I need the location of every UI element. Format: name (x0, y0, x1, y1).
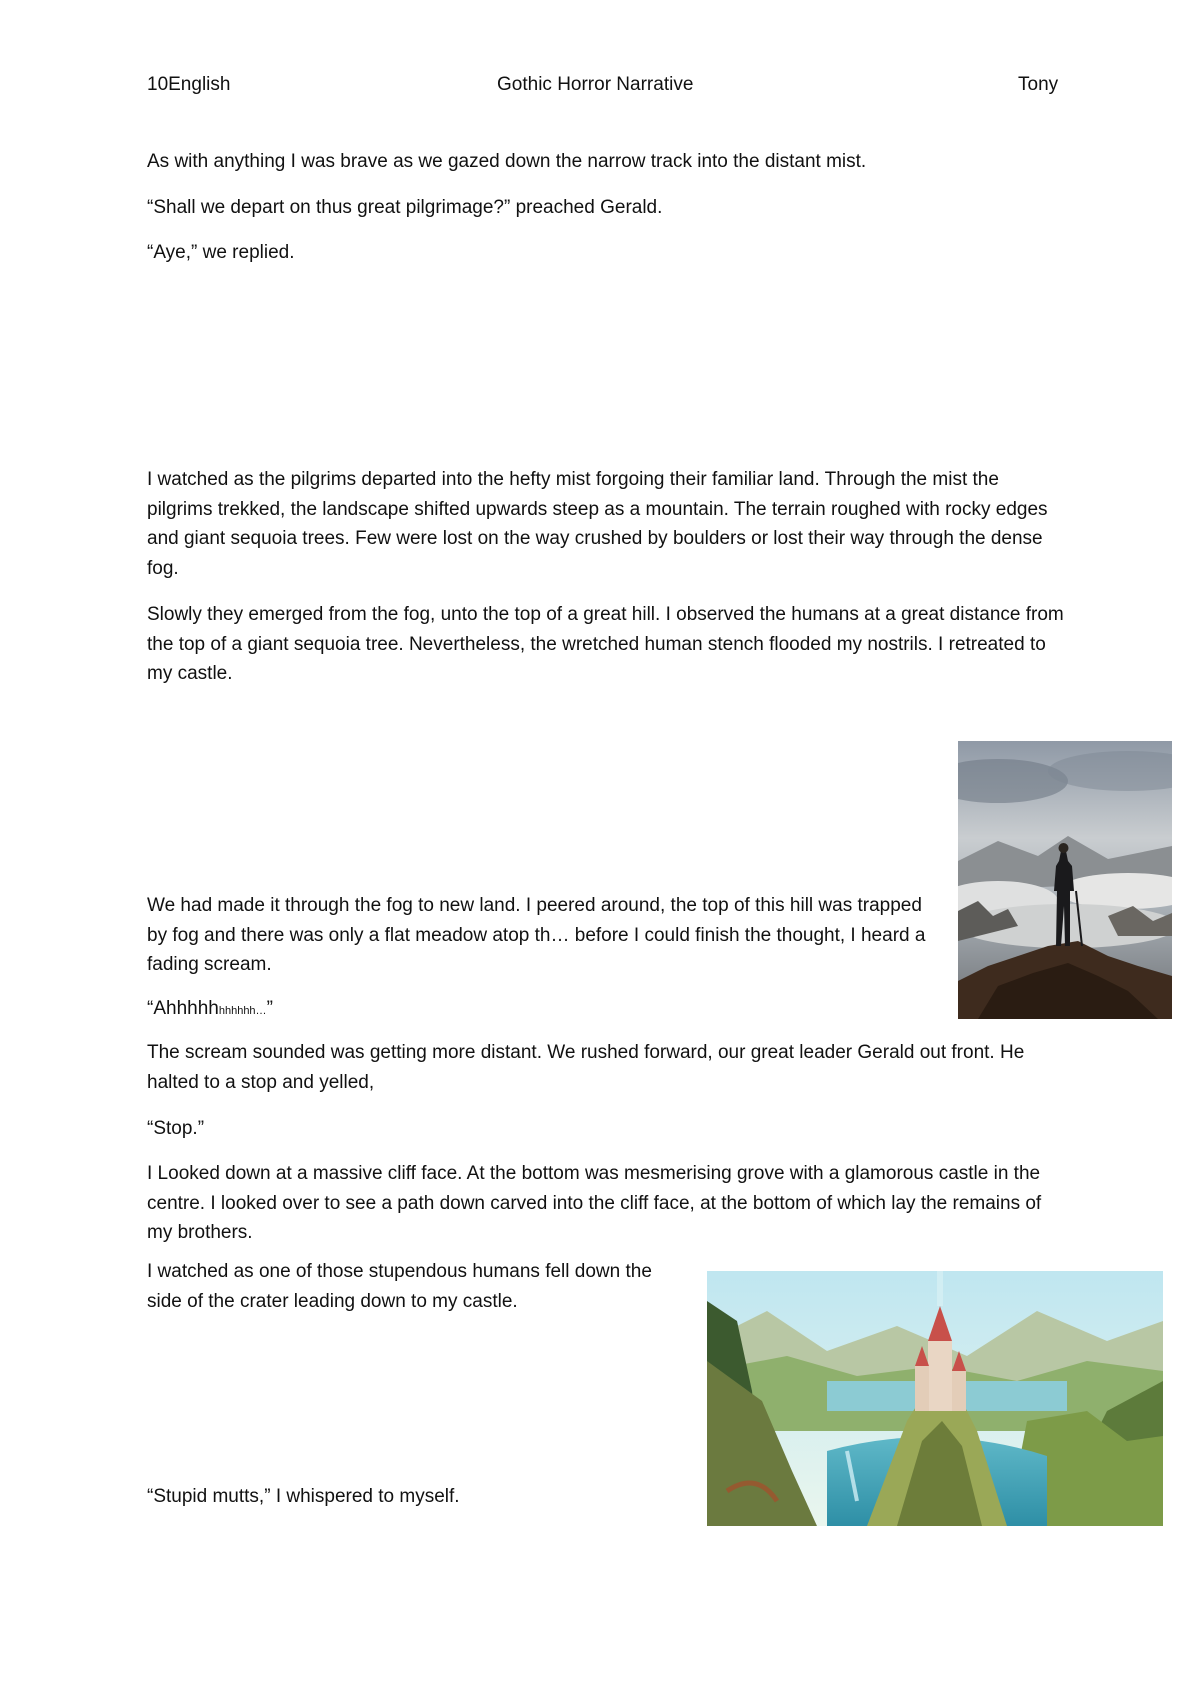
paragraph-11: I watched as one of those stupendous humans fell down the side of the crater leading down to my castle. (147, 1261, 652, 1312)
paragraph-3: “Aye,” we replied. (147, 242, 295, 263)
paragraph-2: “Shall we depart on thus great pilgrimage?” preached Gerald. (147, 197, 663, 218)
castle-illustration-art (707, 1271, 1163, 1526)
castle-illustration (707, 1271, 1163, 1526)
paragraph-9: “Stop.” (147, 1118, 205, 1139)
paragraph-12: “Stupid mutts,” I whispered to myself. (147, 1486, 460, 1507)
paragraph-1: As with anything I was brave as we gazed down the narrow track into the distant mist. (147, 151, 867, 172)
header-author: Tony (1018, 74, 1059, 95)
paragraph-5: Slowly they emerged from the fog, unto the top of a great hill. I observed the humans at a great distance from the top of a giant sequoia tree. Nevertheless, the wretched human stench flooded my nostrils. I retreated to my castle. (147, 604, 1064, 684)
scream-fade: hhhhhh… (218, 1005, 267, 1017)
paragraph-7 (147, 994, 927, 1027)
scream-start: “Ahhhhh (147, 998, 219, 1019)
wanderer-painting-art (958, 741, 1172, 1019)
header-title: Gothic Horror Narrative (497, 74, 694, 95)
paragraph-6: We had made it through the fog to new land. I peered around, the top of this hill was trapped by fog and there was only a flat meadow atop th… before I could finish the thought, I heard a fading scream. (147, 895, 926, 975)
wanderer-painting (958, 741, 1172, 1019)
paragraph-8: The scream sounded was getting more distant. We rushed forward, our great leader Gerald out front. He halted to a stop and yelled, (147, 1042, 1025, 1093)
scream-end: ” (266, 998, 273, 1019)
paragraph-10: I Looked down at a massive cliff face. At the bottom was mesmerising grove with a glamorous castle in the centre. I looked over to see a path down carved into the cliff face, at the bottom of which lay the remains of my brothers. (147, 1163, 1042, 1243)
header-class: 10English (147, 74, 231, 95)
paragraph-4: I watched as the pilgrims departed into the hefty mist forgoing their familiar land. Through the mist the pilgrims trekked, the landscape shifted upwards steep as a mountain. The terrain roughed with rocky edges and giant sequoia trees. Few were lost on the way crushed by boulders or lost their way through the dense fog. (147, 469, 1048, 579)
